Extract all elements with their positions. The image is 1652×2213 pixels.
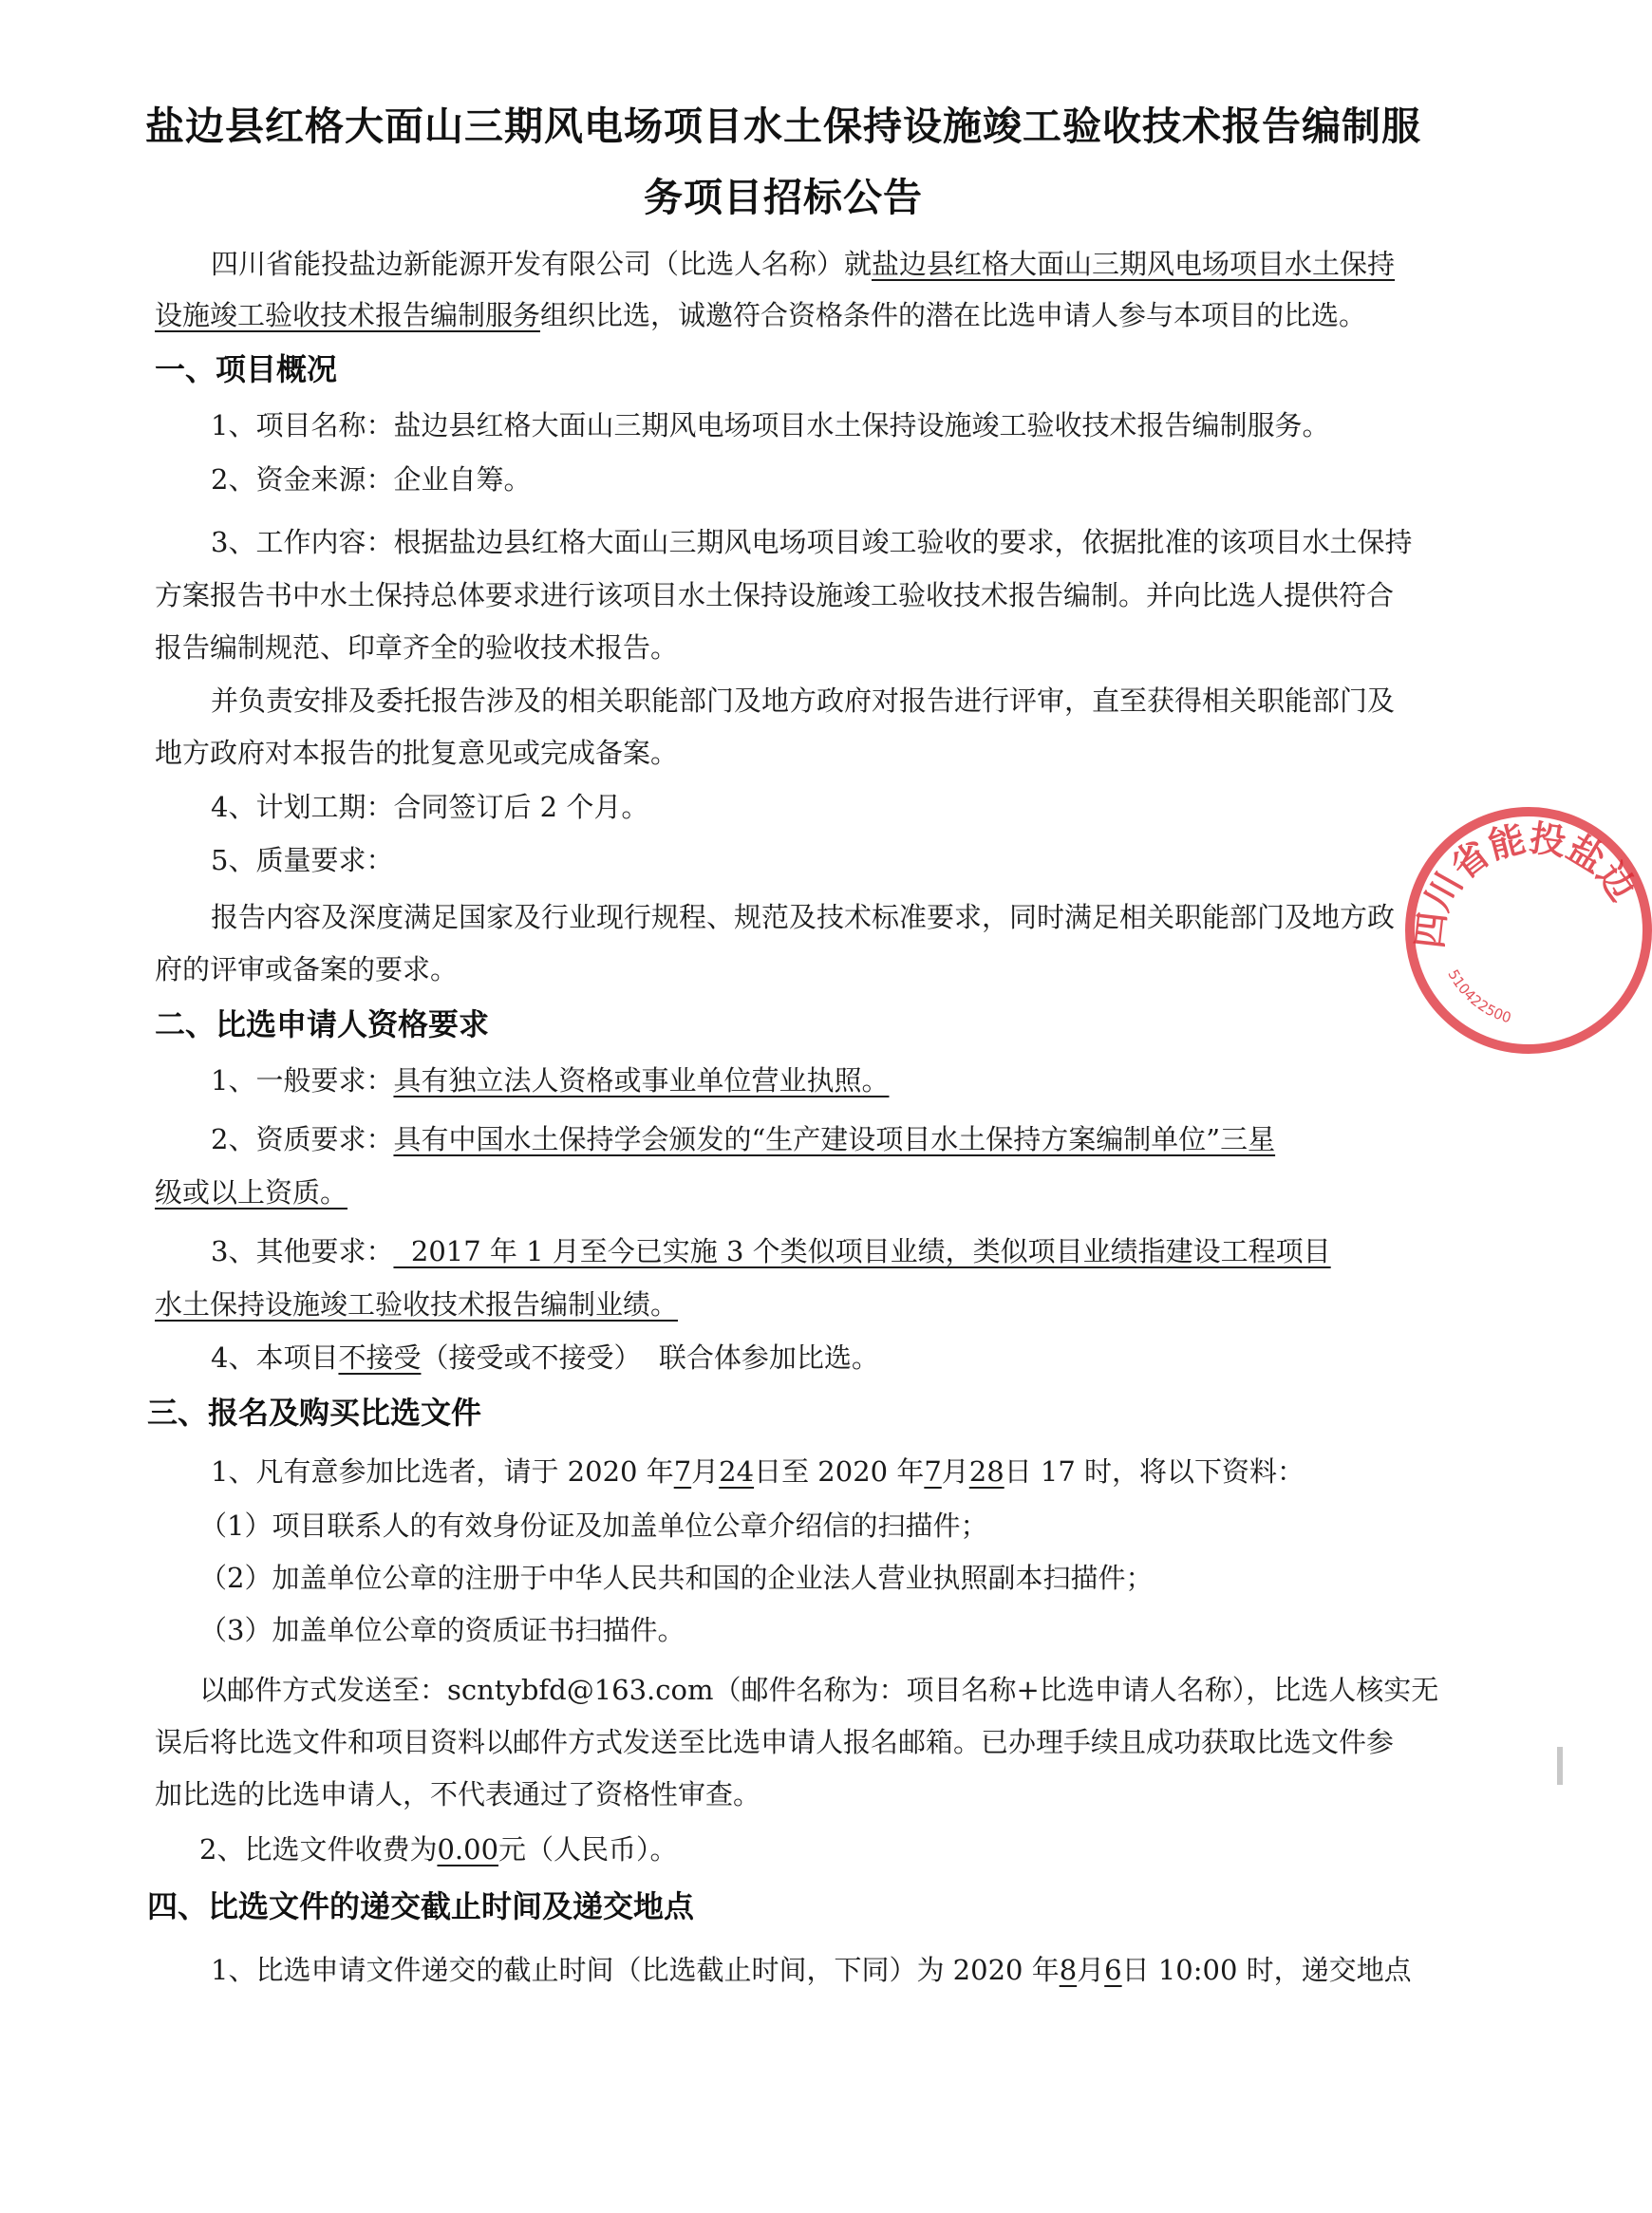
deadline-time-place: 日 10:00 时，递交地点 — [1121, 1954, 1412, 1986]
qualification-grade-line1 — [211, 1120, 1275, 1158]
intro-paragraph-line1 — [211, 245, 1395, 283]
deadline-month-char: 月 — [1077, 1954, 1105, 1986]
intro-paragraph-line2 — [155, 296, 1366, 334]
registration-period — [211, 1453, 1305, 1491]
overview-quality-label: 5、质量要求： — [211, 844, 394, 876]
registration-period-text: 1、凡有意参加比选者，请于 2020 年 — [211, 1455, 674, 1488]
start-month: 7 — [673, 1455, 692, 1488]
end-day: 28 — [968, 1455, 1004, 1488]
start-day: 24 — [719, 1455, 755, 1488]
fee-amount: 0.00 — [437, 1833, 499, 1866]
section-heading-qualification: 二、比选申请人资格要求 — [155, 1006, 490, 1042]
qualification-general-text: 具有独立法人资格或事业单位营业执照。 — [393, 1064, 890, 1097]
consortium-prefix: 4、本项目 — [211, 1341, 339, 1374]
overview-work-content-line1: 3、工作内容：根据盐边县红格大面山三期风电场项目竣工验收的要求，依据批准的该项目水土保持 — [211, 526, 1413, 558]
overview-review-line2: 地方政府对本报告的批复意见或完成备案。 — [155, 737, 679, 769]
consortium-suffix: （接受或不接受） 联合体参加比选。 — [421, 1341, 879, 1374]
intro-invite-text: 组织比选，诚邀符合资格条件的潜在比选申请人参与本项目的比选。 — [540, 299, 1367, 331]
svg-text:四川省能投盐边 — [1408, 816, 1643, 950]
overview-work-content-line2: 方案报告书中水土保持总体要求进行该项目水土保持设施竣工验收技术报告编制。并向比选人提供符合 — [155, 579, 1395, 611]
qualification-grade-label: 2、资质要求： — [211, 1123, 394, 1155]
overview-funding: 2、资金来源：企业自筹。 — [211, 463, 532, 496]
qualification-other-label: 3、其他要求： — [211, 1235, 394, 1267]
qualification-general — [211, 1061, 889, 1099]
section-heading-registration: 三、报名及购买比选文件 — [147, 1395, 482, 1431]
deadline-text: 1、比选申请文件递交的截止时间（比选截止时间，下同）为 2020 年 — [211, 1954, 1060, 1986]
qualification-grade-line2 — [155, 1173, 347, 1211]
seal-graphic — [1405, 807, 1652, 1054]
overview-quality-line2: 府的评审或备案的要求。 — [155, 953, 459, 985]
registration-email-line1: 以邮件方式发送至：scntybfd@163.com（邮件名称为：项目名称+比选申请人名称），比选人核实无 — [199, 1674, 1439, 1706]
seal-text: 四川省能投盐边 — [1408, 816, 1644, 950]
submission-deadline — [211, 1951, 1412, 1989]
section-heading-overview: 一、项目概况 — [155, 351, 338, 387]
bidder-name-text: 四川省能投盐边新能源开发有限公司（比选人名称）就 — [211, 248, 873, 280]
registration-to-text: 日至 2020 年 — [754, 1455, 925, 1488]
deadline-month: 8 — [1059, 1954, 1078, 1986]
overview-review-line1: 并负责安排及委托报告涉及的相关职能部门及地方政府对报告进行评审，直至获得相关职能部门及 — [211, 685, 1396, 717]
document-title-line2: 务项目招标公告 — [644, 175, 923, 220]
registration-email-line3: 加比选的比选申请人，不代表通过了资格性审查。 — [155, 1778, 761, 1810]
qualification-consortium — [211, 1339, 879, 1377]
end-month: 7 — [924, 1455, 942, 1488]
month-char-2: 月 — [941, 1455, 969, 1488]
section-heading-submission: 四、比选文件的递交截止时间及递交地点 — [147, 1888, 695, 1924]
registration-item-3: （3）加盖单位公章的资质证书扫描件。 — [199, 1614, 685, 1646]
project-name-underlined: 盐边县红格大面山三期风电场项目水土保持 — [872, 248, 1396, 280]
scan-edge-mark — [1557, 1747, 1563, 1785]
overview-project-name: 1、项目名称：盐边县红格大面山三期风电场项目水土保持设施竣工验收技术报告编制服务。 — [211, 409, 1330, 441]
company-seal-stamp — [1405, 807, 1652, 1054]
fee-unit: 元（人民币）。 — [498, 1833, 678, 1866]
qualification-other-text: 2017 年 1 月至今已实施 3 个类似项目业绩，类似项目业绩指建设工程项目 — [393, 1235, 1331, 1267]
deadline-day: 6 — [1104, 1954, 1122, 1986]
qualification-grade-text-cont: 级或以上资质。 — [155, 1176, 348, 1209]
seal-code: 510422500 — [1444, 966, 1513, 1027]
qualification-grade-text: 具有中国水土保持学会颁发的“生产建设项目水土保持方案编制单位”三星 — [393, 1123, 1276, 1155]
qualification-other-text-cont: 水土保持设施竣工验收技术报告编制业绩。 — [155, 1288, 679, 1321]
registration-email-line2: 误后将比选文件和项目资料以邮件方式发送至比选申请人报名邮箱。已办理手续且成功获取比选文件参 — [155, 1726, 1395, 1758]
registration-end-text: 日 17 时，将以下资料： — [1004, 1455, 1305, 1488]
qualification-general-label: 1、一般要求： — [211, 1064, 394, 1097]
fee-label: 2、比选文件收费为 — [199, 1833, 438, 1866]
document-title-line1: 盐边县红格大面山三期风电场项目水土保持设施竣工验收技术报告编制服 — [145, 103, 1421, 149]
overview-work-content-line3: 报告编制规范、印章齐全的验收技术报告。 — [155, 631, 679, 664]
overview-quality-line1: 报告内容及深度满足国家及行业现行规程、规范及技术标准要求，同时满足相关职能部门及地方政 — [211, 901, 1396, 933]
registration-item-2: （2）加盖单位公章的注册于中华人民共和国的企业法人营业执照副本扫描件； — [199, 1562, 1154, 1594]
svg-text:510422500 — [1444, 966, 1512, 1026]
consortium-choice: 不接受 — [338, 1341, 422, 1374]
qualification-other-line1 — [211, 1232, 1331, 1270]
qualification-other-line2 — [155, 1285, 678, 1323]
registration-item-1: （1）项目联系人的有效身份证及加盖单位公章介绍信的扫描件； — [199, 1510, 988, 1542]
project-name-underlined-cont: 设施竣工验收技术报告编制服务 — [155, 299, 541, 331]
month-char: 月 — [691, 1455, 720, 1488]
registration-fee — [199, 1830, 678, 1868]
overview-schedule: 4、计划工期：合同签订后 2 个月。 — [211, 791, 649, 823]
